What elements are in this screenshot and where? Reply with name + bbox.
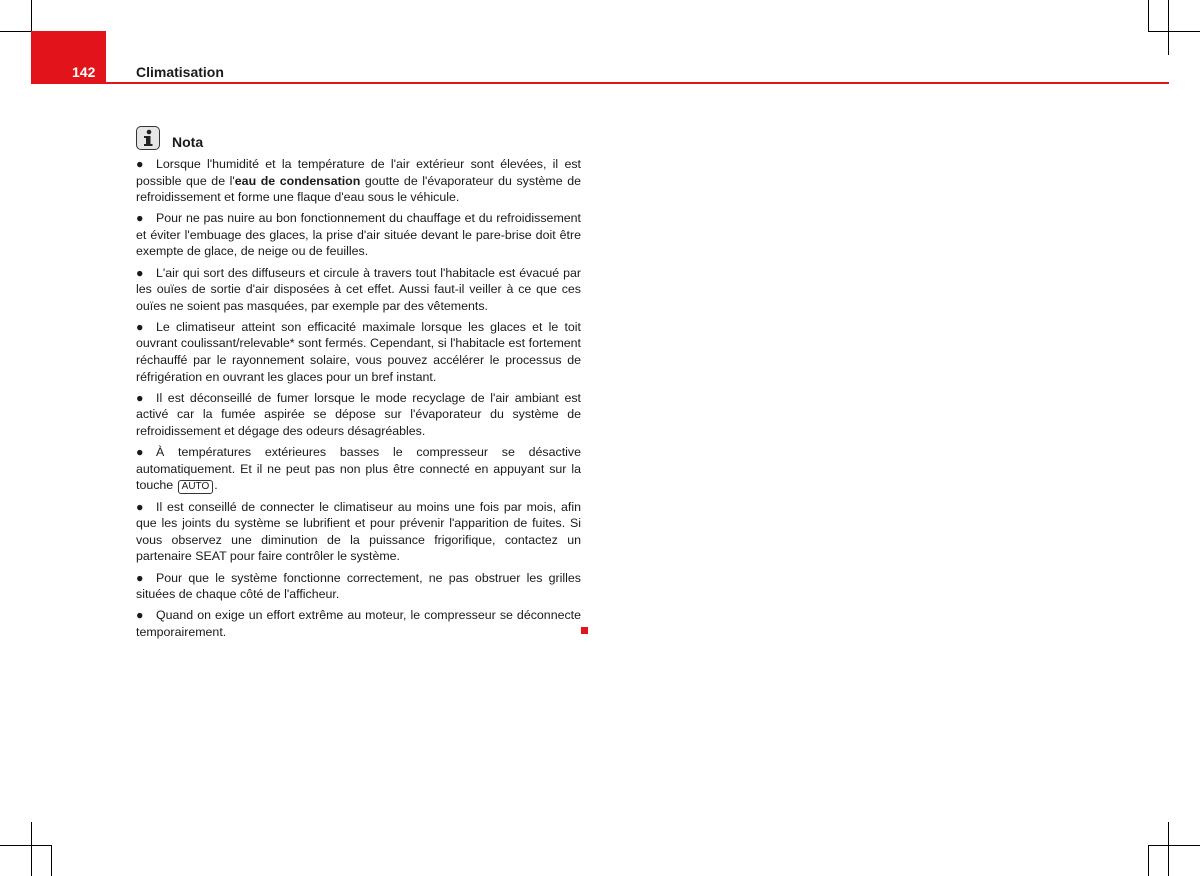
note-item — [136, 156, 581, 206]
bullet: ● — [136, 265, 144, 280]
note-text: Pour que le système fonctionne correctement, ne pas obstruer les grilles situées de chaque côté de l'afficheur. — [136, 570, 581, 602]
note-text: À températures extérieures basses le compresseur se désactive automatiquement. Et il ne peut pas non plus être connecté en appuyant sur la touche — [136, 445, 581, 493]
bullet: ● — [136, 390, 144, 405]
crop-mark — [1148, 845, 1200, 846]
note-item — [136, 499, 581, 565]
note-item — [136, 210, 581, 260]
info-icon — [136, 126, 160, 150]
note-item — [136, 444, 581, 494]
section-end-mark — [581, 627, 588, 634]
crop-mark — [1148, 845, 1149, 876]
note-text: Lorsque l'humidité et la température de l'air extérieur sont élevées, il est possible que de l' — [136, 157, 581, 188]
bullet: ● — [136, 445, 144, 459]
note-list — [136, 156, 581, 645]
crop-mark — [1168, 822, 1169, 876]
note-text: . — [214, 478, 218, 493]
bullet: ● — [136, 570, 144, 585]
crop-mark — [1148, 31, 1200, 32]
header-rule — [106, 82, 1169, 84]
bullet: ● — [136, 319, 144, 334]
note-title: Nota — [172, 134, 204, 150]
crop-mark — [0, 845, 52, 846]
crop-mark — [51, 845, 52, 876]
crop-mark — [31, 822, 32, 876]
page-number: 142 — [72, 64, 96, 80]
note-bold-term: eau de condensation — [234, 173, 361, 188]
note-text: goutte de l'évaporateur du système de refroidissement et forme une flaque d'eau sous le véhicule. — [136, 173, 581, 205]
note-heading — [136, 125, 203, 151]
note-text: Le climatiseur atteint son efficacité maximale lorsque les glaces et le toit ouvrant coulissant/relevable* sont fermés. Cependant, si l'habitacle est fortement réchauffé par le rayonnement solaire, vous pouvez accélérer le processus de réfrigération en ouvrant les glaces pour un bref instant. — [136, 319, 581, 384]
crop-mark — [1148, 0, 1149, 31]
auto-key-label: AUTO — [178, 480, 214, 494]
note-text: Pour ne pas nuire au bon fonctionnement du chauffage et du refroidissement et éviter l'embuage des glaces, la prise d'air située devant le pare-brise doit être exempte de glace, de neige ou de feuilles. — [136, 211, 581, 259]
note-text: Quand on exige un effort extrême au moteur, le compresseur se déconnecte temporairement. — [136, 608, 581, 639]
note-text: L'air qui sort des diffuseurs et circule à travers tout l'habitacle est évacué par les ouïes de sortie d'air disposées à cet effet. Aussi faut-il veiller à ce que ces ouïes ne soient pas masquées, par exemple par des vêtements. — [136, 265, 581, 313]
bullet: ● — [136, 211, 144, 226]
chapter-title: Climatisation — [136, 64, 224, 80]
note-item — [136, 319, 581, 385]
crop-mark — [1168, 0, 1169, 55]
note-item — [136, 607, 581, 640]
bullet: ● — [136, 157, 144, 171]
note-item — [136, 265, 581, 315]
bullet: ● — [136, 499, 144, 514]
bullet: ● — [136, 608, 144, 623]
note-text: Il est déconseillé de fumer lorsque le mode recyclage de l'air ambiant est activé car la fumée aspirée se dépose sur l'évaporateur du système de refroidissement et dégage des odeurs désagréables. — [136, 390, 581, 438]
note-item — [136, 570, 581, 603]
note-text: Il est conseillé de connecter le climatiseur au moins une fois par mois, afin que les joints du système se lubrifient et pour prévenir l'apparition de fuites. Si vous observez une diminution de la puissance frigorifique, contactez un partenaire SEAT pour faire contrôler le système. — [136, 499, 581, 564]
note-item — [136, 390, 581, 440]
